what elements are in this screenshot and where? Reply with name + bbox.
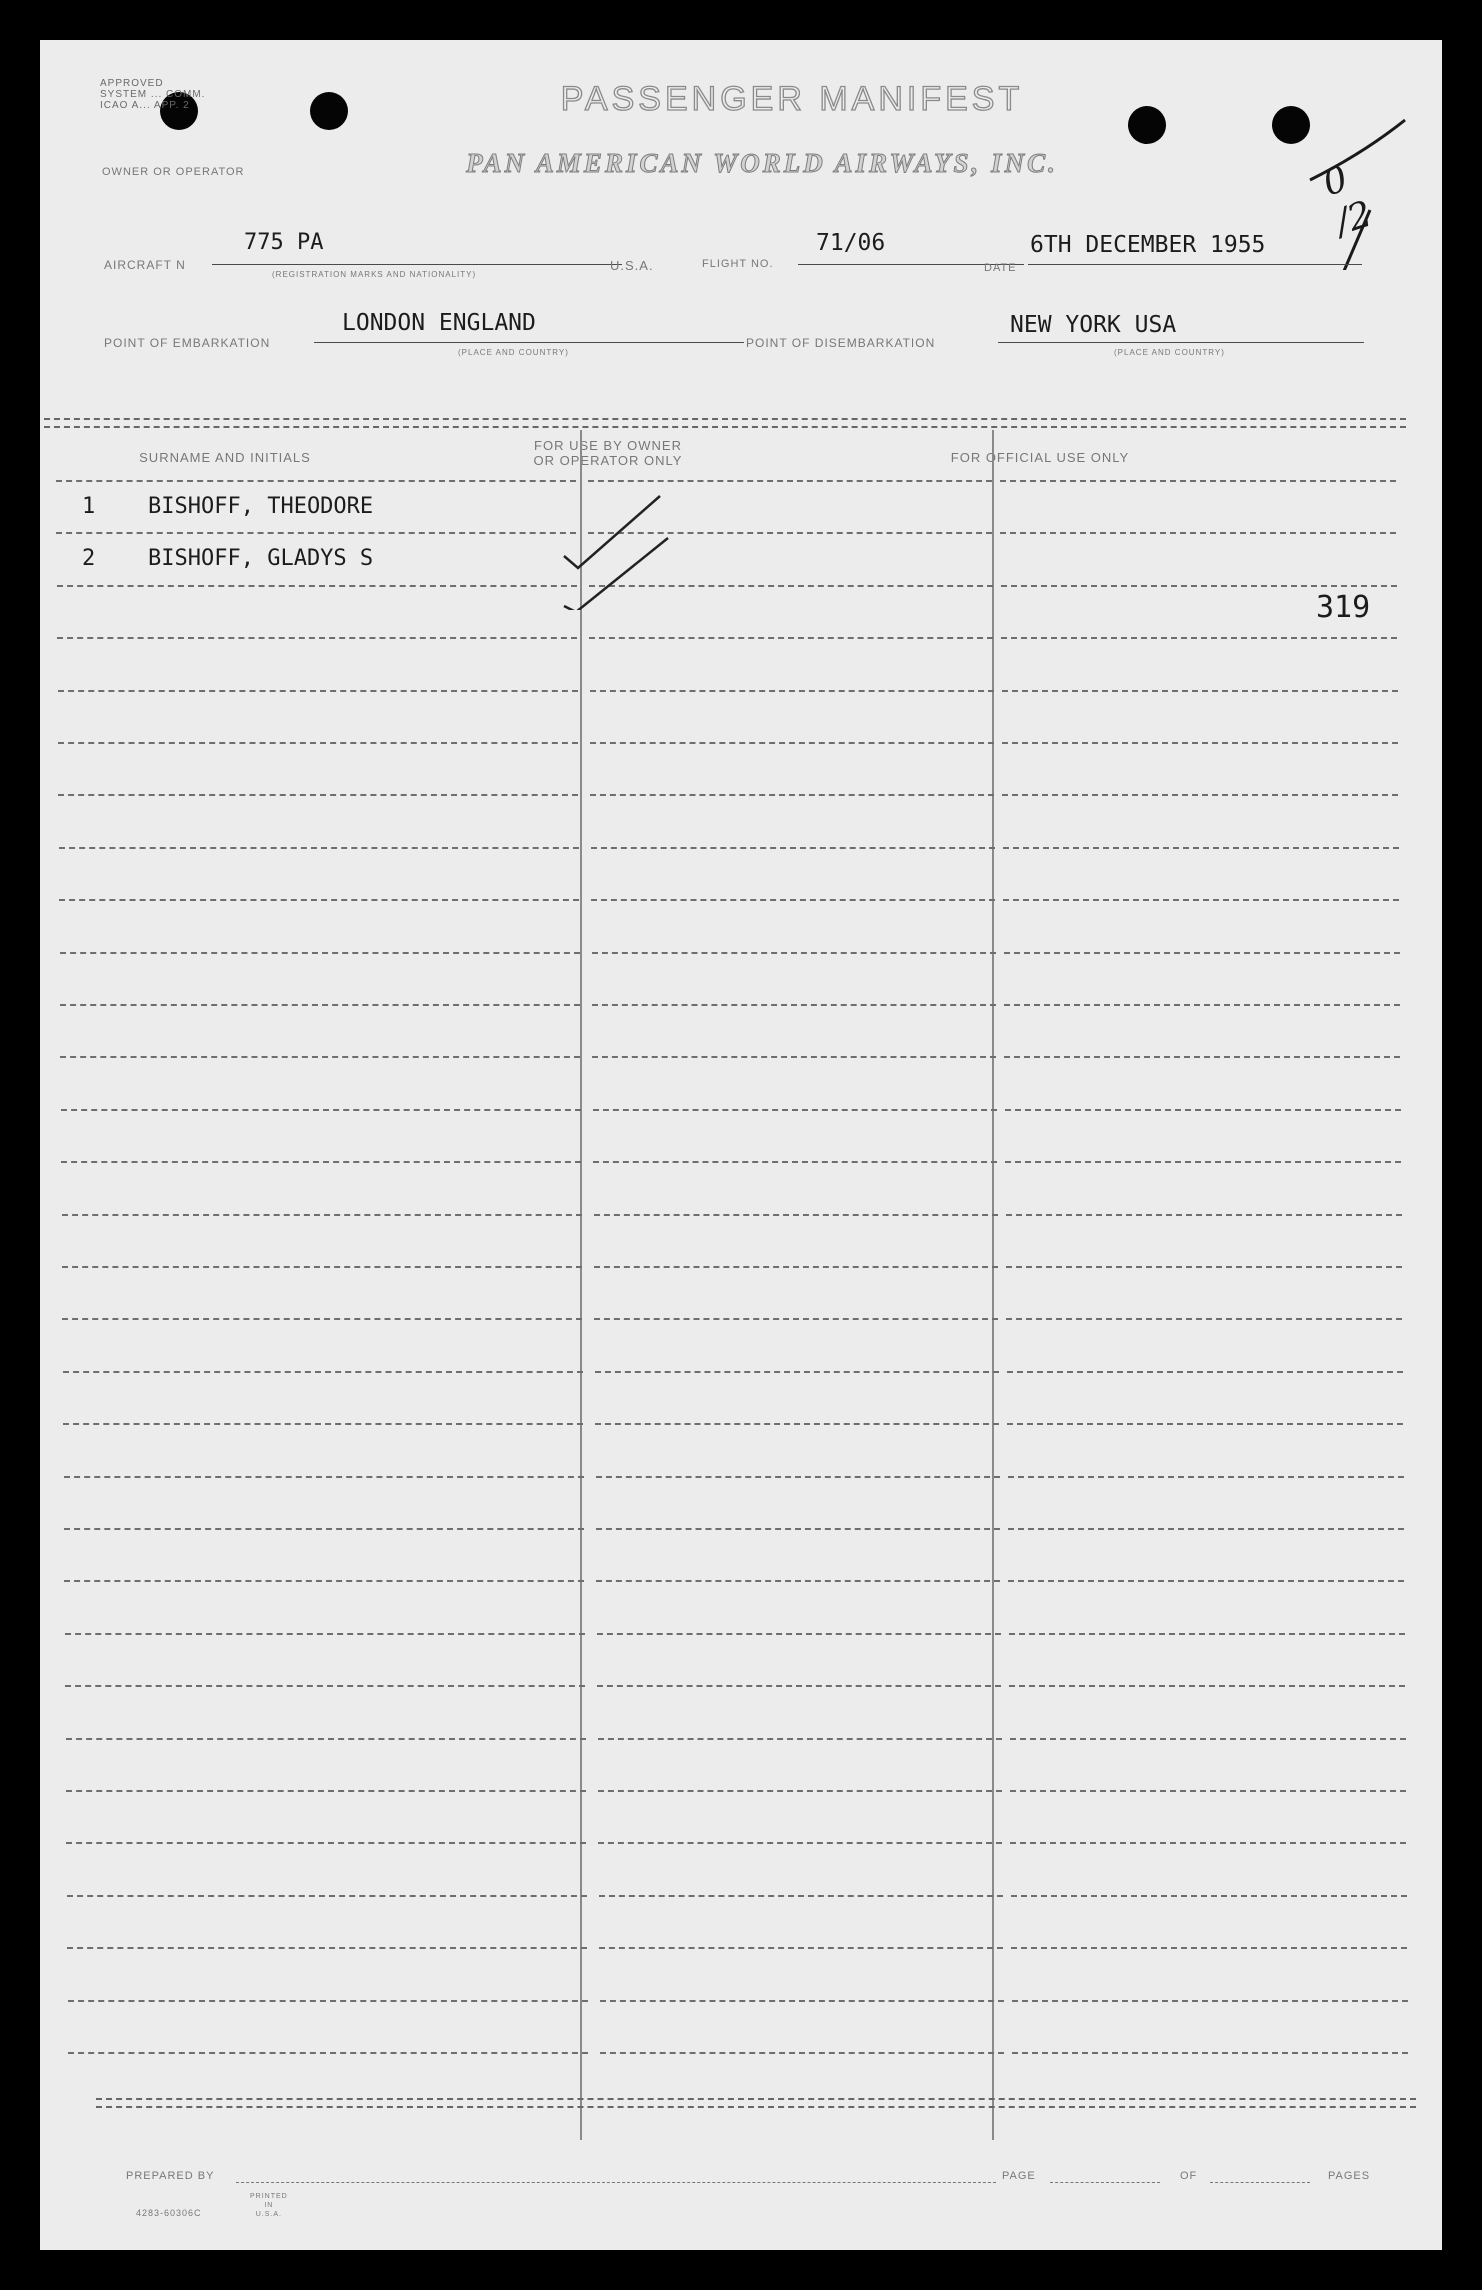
row-line bbox=[1009, 1633, 1405, 1635]
row-line bbox=[58, 742, 578, 744]
row-line bbox=[62, 1318, 582, 1320]
row-line bbox=[60, 952, 580, 954]
column-header-official: FOR OFFICIAL USE ONLY bbox=[950, 450, 1130, 465]
row-line bbox=[1008, 1476, 1404, 1478]
aircraft-label: AIRCRAFT N bbox=[104, 258, 186, 272]
embarkation-place: LONDON ENGLAND bbox=[342, 310, 536, 336]
aircraft-field-line bbox=[212, 264, 622, 265]
form-title: PASSENGER MANIFEST bbox=[560, 80, 1024, 118]
form-number: 4283-60306C bbox=[136, 2208, 202, 2218]
row-line bbox=[600, 2052, 1004, 2054]
row-line bbox=[62, 1214, 582, 1216]
table-bottom-rule bbox=[96, 2098, 1416, 2100]
row-line bbox=[1002, 690, 1398, 692]
row-line bbox=[1009, 1685, 1405, 1687]
row-line bbox=[66, 1738, 586, 1740]
row-line bbox=[1012, 2052, 1408, 2054]
row-line bbox=[57, 585, 577, 587]
row-line bbox=[1000, 480, 1396, 482]
row-line bbox=[595, 1371, 999, 1373]
row-line bbox=[596, 1580, 1000, 1582]
row-line bbox=[1011, 1895, 1407, 1897]
row-line bbox=[600, 2000, 1004, 2002]
row-line bbox=[64, 1476, 584, 1478]
prepared-by-line bbox=[236, 2182, 996, 2183]
passenger-number: 2 bbox=[82, 546, 96, 571]
row-line bbox=[56, 480, 576, 482]
row-line bbox=[63, 1423, 583, 1425]
row-line bbox=[1004, 1056, 1400, 1058]
airline-name: PAN AMERICAN WORLD AIRWAYS, INC. bbox=[466, 148, 1058, 178]
flight-date: 6TH DECEMBER 1955 bbox=[1030, 232, 1266, 258]
row-line bbox=[1001, 637, 1397, 639]
row-line bbox=[595, 1423, 999, 1425]
flight-label: FLIGHT NO. bbox=[702, 258, 774, 270]
row-line bbox=[1005, 1161, 1401, 1163]
row-line bbox=[598, 1738, 1002, 1740]
row-line bbox=[1004, 1004, 1400, 1006]
row-line bbox=[1008, 1528, 1404, 1530]
passenger-name: BISHOFF, GLADYS S bbox=[148, 546, 374, 571]
row-line bbox=[66, 1842, 586, 1844]
table-top-rule bbox=[44, 418, 1406, 420]
registration-caption: (REGISTRATION MARKS AND NATIONALITY) bbox=[272, 270, 477, 279]
pages-label: PAGES bbox=[1328, 2170, 1371, 2182]
row-line bbox=[68, 2052, 588, 2054]
punch-hole bbox=[1128, 106, 1166, 144]
embarkation-field-line bbox=[314, 342, 744, 343]
row-line bbox=[1008, 1580, 1404, 1582]
row-line bbox=[61, 1161, 581, 1163]
row-line bbox=[58, 690, 578, 692]
row-line bbox=[592, 952, 996, 954]
embarkation-label: POINT OF EMBARKATION bbox=[104, 336, 271, 350]
page-line bbox=[1050, 2182, 1160, 2183]
row-line bbox=[1012, 2000, 1408, 2002]
row-line bbox=[591, 899, 995, 901]
date-label: DATE bbox=[984, 262, 1017, 274]
printed-in-usa: PRINTED IN U.S.A. bbox=[250, 2193, 288, 2218]
row-line bbox=[599, 1947, 1003, 1949]
row-line bbox=[58, 794, 578, 796]
approval-text: APPROVED SYSTEM ... COMM. ICAO A... APP. 2 bbox=[100, 78, 206, 111]
row-line bbox=[1003, 847, 1399, 849]
aircraft-number: 775 PA bbox=[244, 230, 324, 255]
row-line bbox=[1006, 1318, 1402, 1320]
row-line bbox=[1010, 1738, 1406, 1740]
row-line bbox=[56, 532, 576, 534]
official-number: 319 bbox=[1316, 590, 1371, 625]
margin-mark bbox=[1290, 100, 1410, 270]
row-line bbox=[61, 1109, 581, 1111]
row-line bbox=[592, 1056, 996, 1058]
row-line bbox=[597, 1633, 1001, 1635]
row-line bbox=[599, 1895, 1003, 1897]
margin-note-text: 0 /2 bbox=[1318, 158, 1377, 244]
punch-hole bbox=[310, 92, 348, 130]
owner-operator-label: OWNER OR OPERATOR bbox=[102, 166, 245, 178]
row-line bbox=[1007, 1423, 1403, 1425]
row-line bbox=[1010, 1842, 1406, 1844]
row-line bbox=[60, 1004, 580, 1006]
column-header-owner: FOR USE BY OWNER OR OPERATOR ONLY bbox=[533, 438, 683, 468]
row-line bbox=[589, 637, 993, 639]
page-label: PAGE bbox=[1002, 2170, 1036, 2182]
row-line bbox=[594, 1214, 998, 1216]
flight-number: 71/06 bbox=[816, 230, 886, 256]
row-line bbox=[63, 1371, 583, 1373]
column-divider bbox=[580, 430, 582, 2140]
passenger-name: BISHOFF, THEODORE bbox=[148, 494, 374, 519]
row-line bbox=[59, 847, 579, 849]
row-line bbox=[65, 1633, 585, 1635]
row-line bbox=[598, 1790, 1002, 1792]
row-line bbox=[62, 1266, 582, 1268]
prepared-by-label: PREPARED BY bbox=[126, 2170, 215, 2182]
row-line bbox=[1001, 585, 1397, 587]
of-label: OF bbox=[1180, 2170, 1198, 2182]
row-line bbox=[598, 1842, 1002, 1844]
row-line bbox=[1005, 1109, 1401, 1111]
disembarkation-label: POINT OF DISEMBARKATION bbox=[746, 336, 936, 350]
row-line bbox=[597, 1685, 1001, 1687]
table-bottom-rule bbox=[96, 2106, 1416, 2108]
row-line bbox=[1010, 1790, 1406, 1792]
passenger-number: 1 bbox=[82, 494, 96, 519]
row-line bbox=[1006, 1266, 1402, 1268]
row-line bbox=[594, 1266, 998, 1268]
row-line bbox=[1004, 952, 1400, 954]
row-line bbox=[1002, 742, 1398, 744]
check-mark bbox=[550, 460, 680, 610]
disembarkation-field-line bbox=[998, 342, 1364, 343]
row-line bbox=[1011, 1947, 1407, 1949]
column-divider bbox=[992, 430, 994, 2140]
table-top-rule bbox=[44, 426, 1406, 428]
place-caption-embark: (PLACE AND COUNTRY) bbox=[458, 348, 569, 357]
row-line bbox=[68, 2000, 588, 2002]
row-line bbox=[65, 1685, 585, 1687]
row-line bbox=[1007, 1371, 1403, 1373]
row-line bbox=[59, 899, 579, 901]
place-caption-disembark: (PLACE AND COUNTRY) bbox=[1114, 348, 1225, 357]
row-line bbox=[596, 1528, 1000, 1530]
column-header-name: SURNAME AND INITIALS bbox=[139, 450, 311, 465]
row-line bbox=[66, 1790, 586, 1792]
row-line bbox=[67, 1895, 587, 1897]
disembarkation-place: NEW YORK USA bbox=[1010, 312, 1177, 338]
row-line bbox=[57, 637, 577, 639]
row-line bbox=[64, 1528, 584, 1530]
usa-label: U.S.A. bbox=[610, 258, 654, 273]
row-line bbox=[1000, 532, 1396, 534]
date-field-line bbox=[1028, 264, 1362, 265]
row-line bbox=[1003, 899, 1399, 901]
row-line bbox=[1002, 794, 1398, 796]
row-line bbox=[590, 742, 994, 744]
row-line bbox=[590, 794, 994, 796]
row-line bbox=[594, 1318, 998, 1320]
row-line bbox=[596, 1476, 1000, 1478]
row-line bbox=[590, 690, 994, 692]
row-line bbox=[593, 1109, 997, 1111]
manifest-sheet bbox=[40, 40, 1442, 2250]
row-line bbox=[1006, 1214, 1402, 1216]
row-line bbox=[60, 1056, 580, 1058]
of-line bbox=[1210, 2182, 1310, 2183]
row-line bbox=[592, 1004, 996, 1006]
row-line bbox=[593, 1161, 997, 1163]
row-line bbox=[67, 1947, 587, 1949]
row-line bbox=[591, 847, 995, 849]
row-line bbox=[64, 1580, 584, 1582]
